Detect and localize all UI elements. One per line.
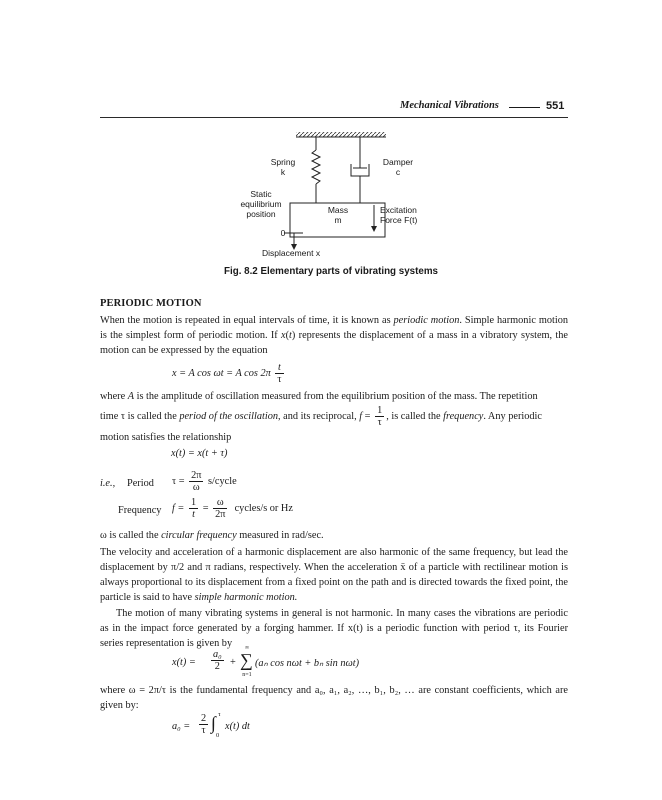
eq3-fraction: $\frac{\text{a₀}}{2}$	[213, 649, 222, 672]
period-fraction: $\frac{2\pi}{\omega}$	[191, 470, 202, 493]
p1-text: When the motion is repeated in equal intervals of time, it is known as	[100, 315, 394, 326]
freq-fraction-1: $\frac{1}{t}$	[190, 497, 197, 520]
static-label-line3: position	[246, 209, 276, 219]
eq3-sum-lower: n=1	[242, 672, 252, 678]
p3-term-2: frequency	[443, 410, 484, 422]
equation-harmonic	[172, 362, 286, 385]
p3-text: time τ is called the	[100, 410, 180, 422]
header-dash	[509, 107, 540, 108]
p3-fraction: $\frac{1}{\tau}$	[377, 405, 383, 428]
eq1-fraction: $\frac{t}{\tau}$	[277, 362, 282, 385]
damper-symbol: c	[395, 167, 401, 177]
excitation-label-line1: Excitation	[380, 205, 417, 215]
eq4-int-lower: 0	[216, 732, 220, 739]
p6-text: The velocity and acceleration of a harmonic displacement are also harmonic of the same frequency, but lead the displacement by π/2 and π radians, respectively. When the acceleration ẍ of a particle with rectilinear motion is always proportional to its displacement from a fixed point on the path and is directed towards the fixed point, the particle is said to have	[100, 547, 568, 603]
eq4-left: a₀ =	[172, 721, 191, 732]
page-number: 551	[546, 100, 565, 112]
freq-left: f =	[172, 502, 185, 514]
paragraph-fourier: The motion of many vibrating systems in general is not harmonic. In many cases the vibrations are periodic as in the impact force generated by a forging hammer. If x(t) is a periodic function with period τ, its Fourier series representation is given by	[100, 608, 568, 649]
p5-term: circular frequency	[161, 530, 237, 541]
ground-hatch	[296, 132, 386, 137]
eq3-left: x(t) =	[172, 657, 196, 668]
summation-icon: ∑	[240, 650, 253, 670]
p3-equals: =	[362, 410, 374, 422]
spring-icon	[312, 137, 320, 203]
freq-fraction-2: $\frac{\omega}{2\pi}$	[215, 497, 226, 520]
period-unit: s/cycle	[208, 475, 237, 487]
equation-period	[172, 470, 237, 493]
freq-equals: =	[202, 502, 209, 514]
eq3-body: (aₙ cos nωt + bₙ sin nωt)	[255, 658, 360, 669]
paragraph-periodic-motion	[100, 313, 568, 358]
p3-text-4: . Any periodic	[483, 410, 542, 422]
p1-var-x: x	[281, 330, 286, 341]
p1-text-3: ) represents the displacement of a mass in a vibratory system, the motion can be expressed by the equation	[100, 330, 568, 356]
running-header-title: Mechanical Vibrations	[400, 100, 499, 111]
p3-term: period of the oscillation	[179, 410, 279, 422]
spring-symbol: k	[280, 167, 286, 177]
zero-label: 0	[280, 228, 286, 238]
p6-term: simple harmonic motion.	[194, 592, 298, 603]
static-label-line1: Static	[250, 189, 272, 199]
freq-unit: cycles/s or Hz	[234, 502, 293, 514]
paragraph-amplitude	[100, 389, 568, 404]
paragraph-velocity-acceleration	[100, 545, 568, 605]
equation-periodic: x(t) = x(t + τ)	[171, 448, 228, 459]
p3-text-2: , and its reciprocal,	[278, 410, 360, 422]
eq4-int-upper: τ	[218, 711, 221, 718]
mass-label: Mass	[327, 205, 349, 215]
period-left: τ =	[172, 475, 185, 487]
p5-text-2: measured in rad/sec.	[236, 530, 324, 541]
paragraph-relationship: motion satisfies the relationship	[100, 432, 232, 443]
p1-var-t: t	[289, 330, 292, 341]
p3-var-f: f	[359, 410, 363, 422]
paragraph-period-line	[100, 405, 542, 428]
equation-frequency	[172, 497, 293, 520]
eq3-plus: +	[230, 657, 236, 668]
damper-label: Damper	[382, 157, 414, 167]
p5-text: ω is called the	[100, 530, 162, 541]
section-heading: PERIODIC MOTION	[100, 298, 202, 309]
ie-label: i.e.,	[100, 478, 116, 489]
excitation-label-line2: Force F(t)	[380, 215, 418, 225]
p2-text-2: is the amplitude of oscillation measured from the equilibrium position of the mass. The repetition	[134, 391, 538, 402]
p1-text-2: . Simple harmonic motion is the simplest form of periodic motion. If	[100, 315, 568, 341]
figure-caption: Fig. 8.2 Elementary parts of vibrating systems	[224, 266, 438, 277]
paragraph-circular-frequency	[100, 530, 324, 541]
paragraph-coefficients: where ω = 2π/τ is the fundamental frequency and a₀, a₁, a₂, …, b₁, b₂, … are constant coefficients, which are given by:	[100, 685, 568, 711]
spring-label: Spring	[270, 157, 296, 167]
p1-paren: (	[285, 330, 290, 341]
header-rule	[100, 117, 568, 118]
eq3-sum-upper: ∞	[244, 645, 250, 651]
p1-term: periodic motion	[393, 315, 460, 326]
integral-icon: ∫	[211, 713, 216, 733]
p2-var-a: A	[127, 391, 135, 402]
static-label-line2: equilibrium	[240, 199, 282, 209]
period-label: Period	[127, 478, 154, 489]
displacement-label: Displacement x	[262, 248, 321, 258]
damper-icon	[351, 137, 369, 203]
eq1-left: x = A cos ωt = A cos 2π	[172, 367, 271, 379]
mass-symbol: m	[334, 215, 342, 225]
eq4-body: x(t) dt	[225, 721, 250, 732]
eq4-fraction: $\frac{2}{\tau}$	[201, 713, 207, 736]
p2-text: where	[100, 391, 128, 402]
p3-text-3: , is called the	[386, 410, 444, 422]
frequency-label: Frequency	[118, 505, 162, 516]
